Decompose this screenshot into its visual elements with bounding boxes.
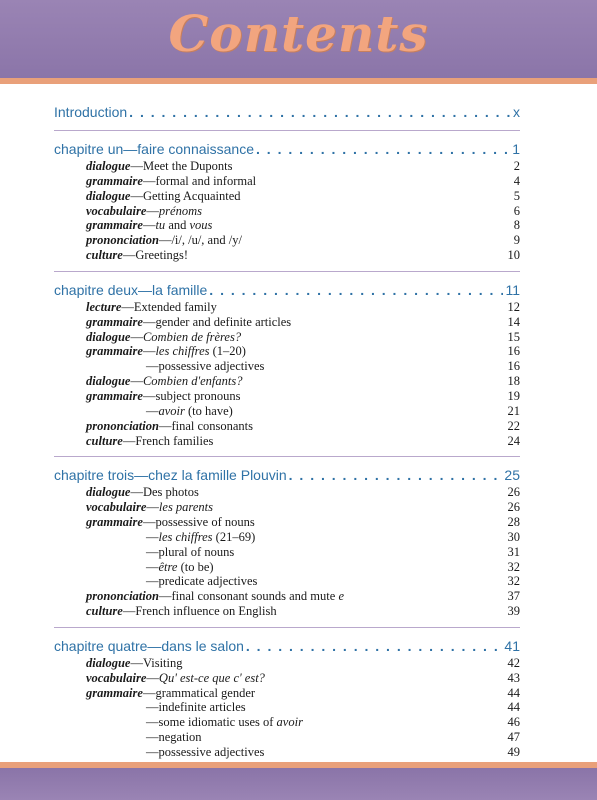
entry-page: 28 <box>507 515 520 530</box>
entry-category: prononciation <box>86 233 159 248</box>
entry-topic: tu <box>155 218 166 233</box>
entry-page: 30 <box>507 529 520 544</box>
entry-text <box>86 359 480 374</box>
entry-page: 26 <box>507 485 520 500</box>
entry-category: vocabulaire <box>86 500 147 515</box>
entry-topic: —final consonants <box>158 418 254 433</box>
intro-entry[interactable] <box>54 103 520 122</box>
chapter-title: chapitre trois—chez la famille Plouvin <box>54 467 287 484</box>
chapter-page: 25 <box>504 467 520 484</box>
entry-text <box>86 300 480 315</box>
entry-topic: — <box>146 670 159 685</box>
entry-text <box>86 389 480 404</box>
entry-category: lecture <box>86 299 122 314</box>
entry-topic: Combien de frères? <box>142 329 242 344</box>
entry-category: grammaire <box>86 218 143 233</box>
toc-entry[interactable] <box>54 730 520 745</box>
entry-topic: les chiffres <box>158 529 213 544</box>
toc-entry[interactable] <box>54 419 520 434</box>
entry-topic: —French families <box>122 433 214 448</box>
entry-topic: —/i/, /u/, and /y/ <box>158 233 242 248</box>
entry-page: 46 <box>507 715 520 730</box>
toc-entry[interactable] <box>54 604 520 619</box>
toc-entry[interactable] <box>54 404 520 419</box>
entry-text <box>86 715 480 730</box>
entry-topic: avoir <box>158 403 185 418</box>
toc-entry[interactable] <box>54 515 520 530</box>
toc-entry[interactable] <box>54 656 520 671</box>
entry-category: culture <box>86 604 123 619</box>
entry-page: 39 <box>507 604 520 619</box>
entry-text <box>86 404 480 419</box>
entry-category: culture <box>86 433 123 448</box>
toc-entry[interactable] <box>54 530 520 545</box>
toc-entry[interactable] <box>54 174 520 189</box>
entry-topic: les parents <box>158 500 213 515</box>
entry-text <box>86 434 480 449</box>
entry-text <box>86 745 480 760</box>
toc-entry[interactable] <box>54 159 520 174</box>
entry-topic: —possessive adjectives <box>146 359 265 374</box>
entry-topic: — <box>146 500 159 515</box>
table-of-contents <box>54 103 520 800</box>
entry-topic: Qu' est-ce que c' est? <box>158 670 265 685</box>
entry-category: dialogue <box>86 485 131 500</box>
toc-entry[interactable] <box>54 248 520 263</box>
entry-topic: —Visiting <box>130 655 183 670</box>
chapter-heading[interactable] <box>54 466 520 485</box>
toc-entry[interactable] <box>54 671 520 686</box>
entry-topic: —predicate adjectives <box>146 574 258 589</box>
entry-topic: — <box>146 559 159 574</box>
entry-topic: (1–20) <box>209 344 246 359</box>
entry-topic: —Greetings! <box>122 248 189 263</box>
entry-category: vocabulaire <box>86 203 147 218</box>
toc-entry[interactable] <box>54 218 520 233</box>
toc-entry[interactable] <box>54 434 520 449</box>
entry-category: grammaire <box>86 388 143 403</box>
entry-topic: —Extended family <box>121 299 217 314</box>
entry-topic: les chiffres <box>155 344 210 359</box>
intro-section <box>54 103 520 131</box>
entry-topic: —Meet the Duponts <box>130 159 233 173</box>
leader-dots <box>289 466 503 485</box>
toc-entry[interactable] <box>54 500 520 515</box>
chapter-heading[interactable] <box>54 637 520 656</box>
entry-topic: prénoms <box>158 203 202 218</box>
entry-category: dialogue <box>86 188 131 203</box>
entry-topic: —grammatical gender <box>142 685 256 700</box>
entry-text <box>86 589 480 604</box>
intro-label: Introduction <box>54 104 128 120</box>
entry-text <box>86 419 480 434</box>
chapter-title: chapitre quatre—dans le salon <box>54 637 244 654</box>
toc-entry[interactable] <box>54 560 520 575</box>
entry-text <box>86 233 480 248</box>
toc-entry[interactable] <box>54 389 520 404</box>
toc-entry[interactable] <box>54 574 520 589</box>
entry-topic: (21–69) <box>212 529 256 544</box>
entry-text <box>86 204 480 219</box>
entry-page: 8 <box>513 218 520 233</box>
entry-page: 31 <box>507 544 520 559</box>
chapter-list <box>54 140 520 798</box>
entry-text <box>86 686 480 701</box>
leader-dots <box>209 281 503 300</box>
entry-category: prononciation <box>86 589 159 604</box>
entry-text <box>86 530 480 545</box>
chapter-page: 1 <box>512 141 520 157</box>
entry-topic: —some idiomatic uses of <box>146 715 277 730</box>
entry-text <box>86 700 480 715</box>
toc-entry[interactable] <box>54 715 520 730</box>
entry-topic: —French influence on English <box>122 604 277 619</box>
entry-page: 44 <box>507 700 520 715</box>
leader-dots <box>246 637 503 656</box>
entry-text <box>86 218 480 233</box>
entry-page: 12 <box>507 299 520 314</box>
entry-topic: —gender and definite articles <box>142 314 292 329</box>
chapter-heading[interactable] <box>54 140 520 159</box>
entry-text <box>86 560 480 575</box>
entry-page: 47 <box>507 730 520 745</box>
toc-entry[interactable] <box>54 545 520 560</box>
toc-entry[interactable] <box>54 686 520 701</box>
intro-page: x <box>513 104 520 120</box>
entry-text <box>86 545 480 560</box>
entry-topic: — <box>130 374 143 389</box>
entry-text <box>86 189 480 204</box>
entry-page: 44 <box>507 685 520 700</box>
entry-topic: —possessive adjectives <box>146 745 265 759</box>
toc-entry[interactable] <box>54 359 520 374</box>
entry-text <box>86 604 480 619</box>
entry-page: 22 <box>507 418 520 433</box>
entry-topic: — <box>142 218 156 233</box>
leader-dots <box>256 140 510 159</box>
entry-topic: —possessive of nouns <box>142 515 255 530</box>
entry-page: 19 <box>507 388 520 403</box>
entry-text <box>86 159 480 174</box>
entry-topic: —plural of nouns <box>146 544 235 559</box>
entry-text <box>86 374 480 389</box>
toc-entry[interactable] <box>54 589 520 604</box>
entry-topic: avoir <box>276 715 303 730</box>
entry-topic: —Des photos <box>130 485 199 500</box>
entry-category: vocabulaire <box>86 670 147 685</box>
entry-text <box>86 344 480 359</box>
entry-page: 14 <box>507 314 520 329</box>
entry-page: 32 <box>507 559 520 574</box>
entry-topic: —formal and informal <box>142 173 257 188</box>
entry-category: grammaire <box>86 314 143 329</box>
entry-page: 9 <box>513 233 520 248</box>
entry-page: 6 <box>513 203 520 218</box>
entry-topic: être <box>158 559 178 574</box>
entry-page: 5 <box>513 188 520 203</box>
entry-page: 2 <box>513 159 520 173</box>
entry-topic: — <box>146 403 159 418</box>
entry-text <box>86 248 480 263</box>
toc-entry[interactable] <box>54 374 520 389</box>
entry-page: 15 <box>507 329 520 344</box>
entry-text <box>86 174 480 189</box>
entry-page: 16 <box>507 359 520 374</box>
toc-entry[interactable] <box>54 485 520 500</box>
entry-page: 32 <box>507 574 520 589</box>
entry-page: 37 <box>507 589 520 604</box>
chapter-section <box>54 281 520 457</box>
entry-page: 24 <box>507 433 520 448</box>
toc-entry[interactable] <box>54 233 520 248</box>
page-title: Contents <box>168 4 429 63</box>
chapter-title: chapitre deux—la famille <box>54 281 208 298</box>
entry-text <box>86 671 480 686</box>
entry-page: 43 <box>507 670 520 685</box>
toc-entry[interactable] <box>54 344 520 359</box>
entry-page: 10 <box>507 248 520 263</box>
toc-entry[interactable] <box>54 700 520 715</box>
entry-page: 26 <box>507 500 520 515</box>
entry-text <box>86 574 480 589</box>
entry-text <box>86 500 480 515</box>
chapter-page: 11 <box>505 281 520 298</box>
toc-entry[interactable] <box>54 300 520 315</box>
entry-text <box>86 730 480 745</box>
entry-category: grammaire <box>86 173 143 188</box>
footer-band <box>0 768 597 800</box>
chapter-heading[interactable] <box>54 281 520 300</box>
entry-category: dialogue <box>86 374 131 389</box>
entry-topic: — <box>130 329 143 344</box>
entry-topic: vous <box>189 218 213 233</box>
entry-topic: and <box>165 218 190 233</box>
entry-topic: e <box>338 589 344 604</box>
entry-page: 4 <box>513 173 520 188</box>
entry-category: grammaire <box>86 685 143 700</box>
entry-page: 49 <box>507 745 520 759</box>
chapter-page: 41 <box>504 637 520 654</box>
entry-category: dialogue <box>86 159 131 173</box>
entry-page: 21 <box>507 403 520 418</box>
entry-page: 18 <box>507 374 520 389</box>
toc-entry[interactable] <box>54 189 520 204</box>
entry-topic: —indefinite articles <box>146 700 246 715</box>
entry-topic: (to be) <box>177 559 214 574</box>
entry-page: 42 <box>507 655 520 670</box>
entry-category: dialogue <box>86 655 131 670</box>
toc-entry[interactable] <box>54 315 520 330</box>
entry-topic: —Getting Acquainted <box>130 188 241 203</box>
entry-text <box>86 656 480 671</box>
entry-page: 16 <box>507 344 520 359</box>
chapter-section <box>54 466 520 628</box>
toc-entry[interactable] <box>54 745 520 760</box>
entry-topic: —final consonant sounds and mute <box>158 589 339 604</box>
entry-text <box>86 515 480 530</box>
entry-text <box>86 330 480 345</box>
header-stripe <box>0 78 597 84</box>
entry-topic: — <box>146 529 159 544</box>
entry-category: culture <box>86 248 123 263</box>
entry-topic: (to have) <box>184 403 233 418</box>
entry-text <box>86 315 480 330</box>
entry-topic: — <box>142 344 156 359</box>
toc-entry[interactable] <box>54 330 520 345</box>
entry-topic: Combien d'enfants? <box>142 374 243 389</box>
chapter-section <box>54 140 520 272</box>
chapter-title: chapitre un—faire connaissance <box>54 141 255 157</box>
entry-category: dialogue <box>86 329 131 344</box>
entry-text <box>86 485 480 500</box>
toc-entry[interactable] <box>54 204 520 219</box>
leader-dots <box>129 103 511 122</box>
entry-category: grammaire <box>86 515 143 530</box>
entry-topic: —negation <box>146 730 202 745</box>
entry-topic: — <box>146 203 159 218</box>
entry-category: prononciation <box>86 418 159 433</box>
entry-topic: —subject pronouns <box>142 388 241 403</box>
entry-category: grammaire <box>86 344 143 359</box>
